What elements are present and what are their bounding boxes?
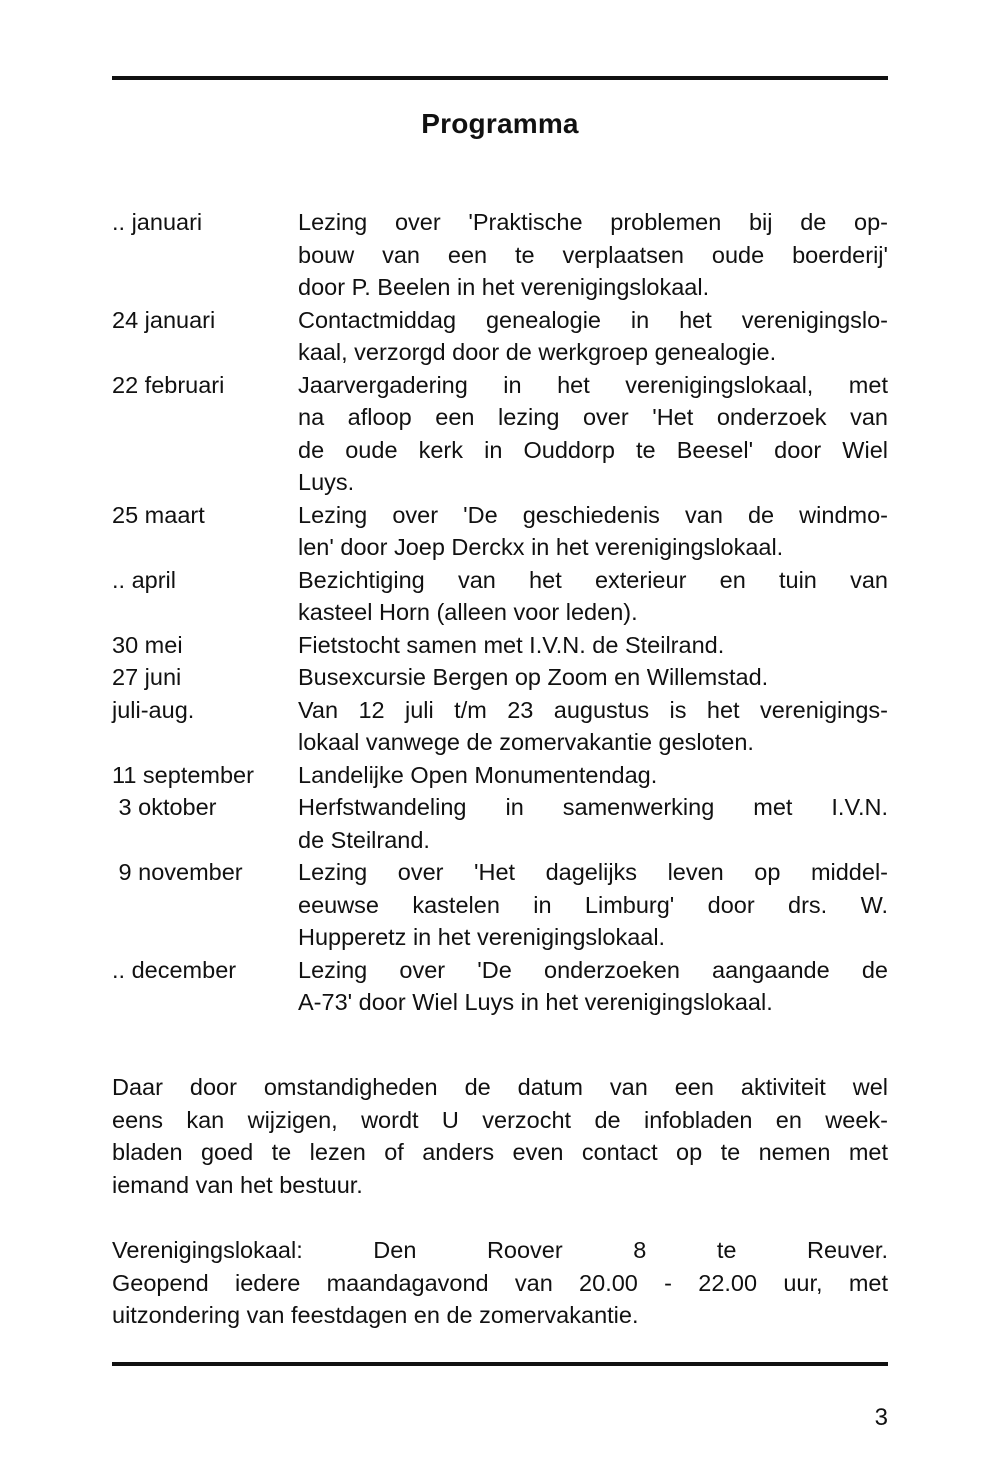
description-line: lokaal vanwege de zomervakantie gesloten. — [298, 729, 754, 755]
description-line: Jaarvergadering in het verenigingslokaal, met — [298, 371, 888, 398]
description-line: bouw van een te verplaatsen oude boerderij' — [298, 241, 888, 268]
description-line: Herfstwandeling in samenwerking met I.V.N. — [298, 794, 888, 820]
schedule-entry — [112, 759, 888, 792]
description-line: Contactmiddag genealogie in het verenigingslo- — [298, 306, 888, 333]
schedule-entry — [112, 629, 888, 662]
address-line: Geopend iedere maandagavond van 20.00 - 22.00 uur, met — [112, 1269, 888, 1296]
description-line: kaal, verzorgd door de werkgroep genealogie. — [298, 339, 777, 365]
description-line: kasteel Horn (alleen voor leden). — [298, 599, 638, 625]
schedule-description — [298, 661, 888, 694]
schedule-date: 25 maart — [112, 501, 205, 528]
description-line: Lezing over 'De geschiedenis van de windmo- — [298, 501, 888, 528]
description-line: de Steilrand. — [298, 826, 430, 853]
description-line: len' door Joep Derckx in het verenigingslokaal. — [298, 534, 784, 560]
schedule-date: 30 mei — [112, 631, 183, 658]
schedule-date: 3 oktober — [112, 794, 217, 820]
notice-line: bladen goed te lezen of anders even contact op te nemen met — [112, 1139, 888, 1165]
program-schedule — [112, 206, 888, 1019]
schedule-entry — [112, 369, 888, 499]
address-paragraph — [112, 1234, 888, 1332]
schedule-date: 22 februari — [112, 371, 225, 398]
description-line: Hupperetz in het verenigingslokaal. — [298, 924, 666, 950]
description-line: Van 12 juli t/m 23 augustus is het verenigings- — [298, 696, 888, 723]
schedule-entry — [112, 304, 888, 369]
schedule-entry — [112, 564, 888, 629]
schedule-entry — [112, 499, 888, 564]
schedule-description — [298, 759, 888, 792]
notice-paragraph — [112, 1071, 888, 1201]
schedule-description — [298, 694, 888, 759]
description-line: Lezing over 'De onderzoeken aangaande de — [298, 956, 888, 983]
schedule-entry — [112, 856, 888, 954]
schedule-entry — [112, 954, 888, 1019]
schedule-date: .. december — [112, 956, 237, 983]
notice-line: iemand van het bestuur. — [112, 1171, 363, 1198]
schedule-date: 24 januari — [112, 306, 216, 333]
schedule-entry — [112, 791, 888, 856]
schedule-description — [298, 499, 888, 564]
schedule-date: 11 september — [112, 761, 254, 788]
description-line: Luys. — [298, 469, 355, 495]
description-line: Bezichtiging van het exterieur en tuin van — [298, 566, 888, 593]
schedule-date: 27 juni — [112, 664, 182, 690]
description-line: Lezing over 'Praktische problemen bij de op- — [298, 209, 888, 235]
schedule-date: 9 november — [112, 859, 243, 885]
page-number: 3 — [874, 1404, 888, 1431]
description-line: de oude kerk in Ouddorp te Beesel' door Wiel — [298, 436, 888, 463]
notice-line: Daar door omstandigheden de datum van een aktiviteit wel — [112, 1074, 888, 1100]
bottom-divider — [112, 1362, 888, 1366]
address-line: uitzondering van feestdagen en de zomervakantie. — [112, 1302, 639, 1328]
schedule-description — [298, 856, 888, 954]
description-line: Busexcursie Bergen op Zoom en Willemstad. — [298, 664, 769, 690]
description-line: Landelijke Open Monumentendag. — [298, 761, 658, 788]
schedule-description — [298, 206, 888, 304]
description-line: door P. Beelen in het verenigingslokaal. — [298, 274, 710, 300]
schedule-description — [298, 369, 888, 499]
schedule-description — [298, 791, 888, 856]
schedule-description — [298, 629, 888, 662]
description-line: eeuwse kastelen in Limburg' door drs. W. — [298, 891, 888, 918]
schedule-entry — [112, 694, 888, 759]
schedule-date: .. april — [112, 566, 176, 593]
address-line: Verenigingslokaal: Den Roover 8 te Reuver. — [112, 1237, 888, 1263]
schedule-entry — [112, 661, 888, 694]
schedule-date: .. januari — [112, 209, 203, 235]
schedule-description — [298, 564, 888, 629]
page-title: Programma — [421, 108, 579, 139]
top-divider — [112, 76, 888, 80]
schedule-entry — [112, 206, 888, 304]
notice-line: eens kan wijzigen, wordt U verzocht de infobladen en week- — [112, 1106, 888, 1133]
description-line: A-73' door Wiel Luys in het verenigingslokaal. — [298, 989, 773, 1015]
schedule-description — [298, 954, 888, 1019]
schedule-date: juli-aug. — [112, 696, 195, 723]
schedule-description — [298, 304, 888, 369]
description-line: na afloop een lezing over 'Het onderzoek van — [298, 404, 888, 430]
description-line: Fietstocht samen met I.V.N. de Steilrand. — [298, 631, 725, 658]
description-line: Lezing over 'Het dagelijks leven op middel- — [298, 859, 888, 885]
